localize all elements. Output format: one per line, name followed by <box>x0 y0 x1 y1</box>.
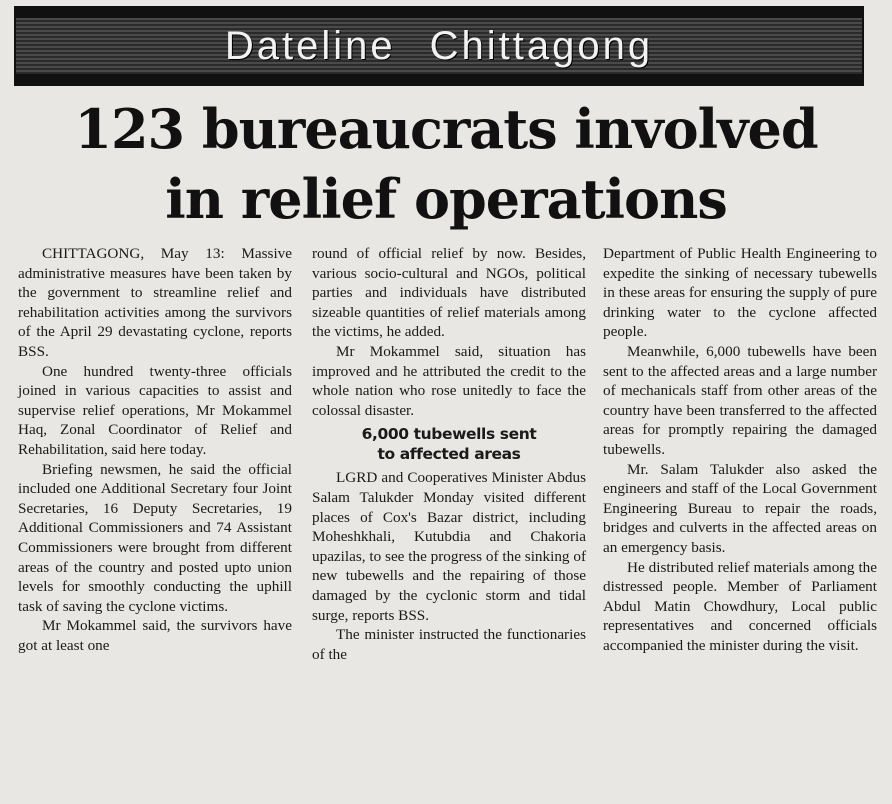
paragraph: Mr Mokammel said, situation has improved and he attributed the credit to the whole nation who rose unitedly to face the colossal disaster. <box>312 342 586 419</box>
dateline-text <box>225 24 653 69</box>
column-3 <box>603 244 877 655</box>
subheading-line-1: 6,000 tubewells sent <box>361 425 537 444</box>
column-1 <box>18 244 292 655</box>
article-headline <box>0 94 892 234</box>
dateline-banner <box>14 6 864 86</box>
paragraph: CHITTAGONG, May 13: Massive administrative measures have been taken by the government to streamline relief and rehabilitation activities among the survivors of the April 29 devastating cyclone, reports BSS. <box>18 245 292 360</box>
paragraph: round of official relief by now. Besides, various socio-cultural and NGOs, political parties and individuals have distributed sizeable quantities of relief materials among the victims, he added. <box>312 245 586 341</box>
paragraph: Department of Public Health Engineering to expedite the sinking of necessary tubewells in these areas for ensuring the supply of pure drinking water to the cyclone affected people. <box>603 245 877 341</box>
paragraph: Briefing newsmen, he said the official included one Additional Secretary four Joint Secretaries, 16 Deputy Secretaries, 19 Additional Commissioners and 74 Assistant Commissioners were brought from different areas of the country and posted upto union levels for smoothly conducting the uphill task of saving the cyclone victims. <box>18 460 292 615</box>
paragraph: Mr Mokammel said, the survivors have got at least one <box>18 617 292 654</box>
column-2 <box>312 244 586 664</box>
dateline-word-2: Chittagong <box>429 23 654 68</box>
headline-line-2: in relief operations <box>165 167 727 231</box>
paragraph: Meanwhile, 6,000 tubewells have been sent to the affected areas and a large number of mechanicals staff from other areas of the country have been transferred to the affected areas for promptly repairing the damaged tubewells. <box>603 342 877 458</box>
headline-line-1: 123 bureaucrats involved <box>74 97 818 161</box>
article-body <box>18 244 884 800</box>
paragraph: He distributed relief materials among the distressed people. Member of Parliament Abdul Matin Chowdhury, Local public representatives and concerned officials accompanied the minister during the visit. <box>603 558 877 654</box>
dateline-word-1: Dateline <box>224 23 396 68</box>
paragraph: The minister instructed the functionaries of the <box>312 626 586 663</box>
paragraph: LGRD and Cooperatives Minister Abdus Salam Talukder Monday visited different places of Cox's Bazar district, including Moheshkhali, Kutubdia and Chakoria upazilas, to see the progress of the sinking of new tubewells and the repairing of those damaged by the cyclonic storm and tidal surge, reports BSS. <box>312 469 586 624</box>
subheading-line-2: to affected areas <box>377 445 521 464</box>
paragraph: Mr. Salam Talukder also asked the engineers and staff of the Local Government Engineering Bureau to repair the roads, bridges and culverts in the affected areas on an emergency basis. <box>603 460 877 556</box>
subheading <box>312 424 586 464</box>
paragraph: One hundred twenty-three officials joined in various capacities to assist and supervise relief operations, Mr Mokammel Haq, Zonal Coordinator of Relief and Rehabilitation, said here today. <box>18 362 292 458</box>
